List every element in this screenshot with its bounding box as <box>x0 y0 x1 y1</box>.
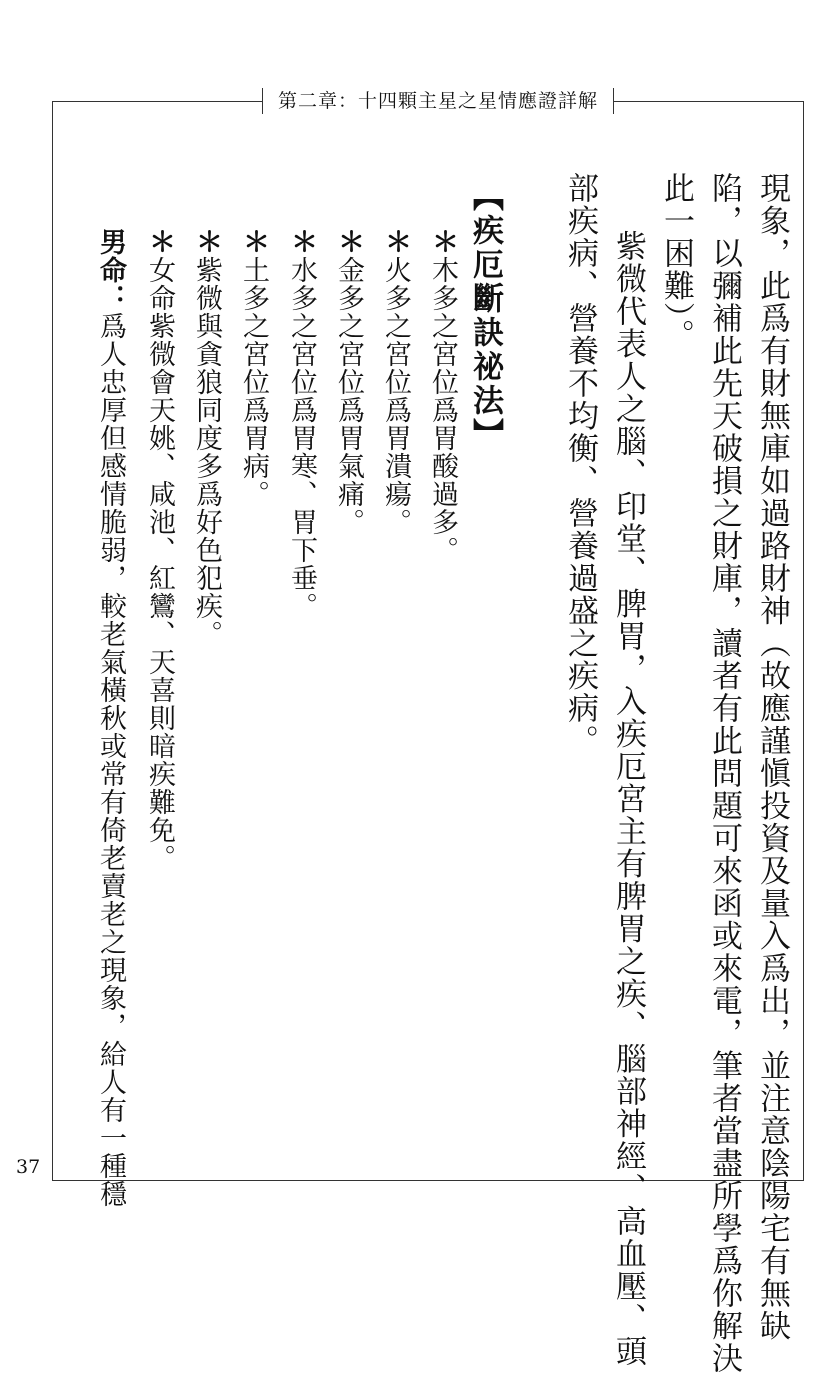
list-item <box>184 228 224 1228</box>
paragraph1-line-3: 此一困難）。 <box>658 172 694 352</box>
list-item-text: 土多之宮位爲胃病。 <box>238 256 269 508</box>
list-item <box>373 228 413 1228</box>
asterisk-icon: ＊ <box>191 228 222 256</box>
frame-right-rule <box>803 101 804 1181</box>
list-item <box>420 228 460 1228</box>
heading-bracket-close: 】 <box>467 418 503 452</box>
heading-text: 疾厄斷訣祕法 <box>467 214 503 418</box>
paragraph2-line-2: 部疾病、營養不均衡、營養過盛之疾病。 <box>562 172 598 757</box>
list-item-text: 火多之宮位爲胃潰瘍。 <box>380 256 411 536</box>
list-item-text: 木多之宮位爲胃酸過多。 <box>427 256 458 564</box>
asterisk-icon: ＊ <box>333 228 364 256</box>
asterisk-icon: ＊ <box>380 228 411 256</box>
frame-left-rule <box>52 101 53 1181</box>
paragraph2-line-1: 紫微代表人之腦、印堂、脾胃，入疾厄宮主有脾胃之疾、腦部神經、高血壓、頭 <box>610 230 646 1368</box>
list-item <box>137 228 177 1228</box>
list-item <box>326 228 366 1228</box>
heading-bracket-open: 【 <box>467 180 503 214</box>
paragraph1-line-2: 陷，以彌補此先天破損之財庫，讀者有此問題可來函或來電，筆者當盡所學爲你解決 <box>706 172 742 1375</box>
list-item <box>231 228 271 1228</box>
list-item-text: 金多之宮位爲胃氣痛。 <box>333 256 364 536</box>
list-item-text: 女命紫微會天姚、咸池、紅鸞、天喜則暗疾難免。 <box>144 256 175 872</box>
chapter-header: 第二章：十四顆主星之星情應證詳解 <box>262 88 614 114</box>
paragraph1-line-1: 現象，此爲有財無庫如過路財神（故應謹愼投資及量入爲出，並注意陰陽宅有無缺 <box>754 172 790 1342</box>
list-item-text: 水多之宮位爲胃寒、胃下垂。 <box>286 256 317 620</box>
male-text: 爲人忠厚但感情脆弱，較老氣橫秋或常有倚老賣老之現象，給人有一種穩 <box>95 312 126 1208</box>
asterisk-icon: ＊ <box>286 228 317 256</box>
male-destiny-line <box>88 228 128 1228</box>
frame-top-rule-right <box>612 101 804 102</box>
asterisk-icon: ＊ <box>144 228 175 256</box>
page-number: 37 <box>16 1156 41 1178</box>
frame-top-rule-left <box>52 101 262 102</box>
male-label: 男命： <box>95 228 126 312</box>
asterisk-icon: ＊ <box>427 228 458 256</box>
section-heading <box>465 180 505 1180</box>
list-item-text: 紫微與貪狼同度多爲好色犯疾。 <box>191 256 222 648</box>
asterisk-icon: ＊ <box>238 228 269 256</box>
list-item <box>279 228 319 1228</box>
